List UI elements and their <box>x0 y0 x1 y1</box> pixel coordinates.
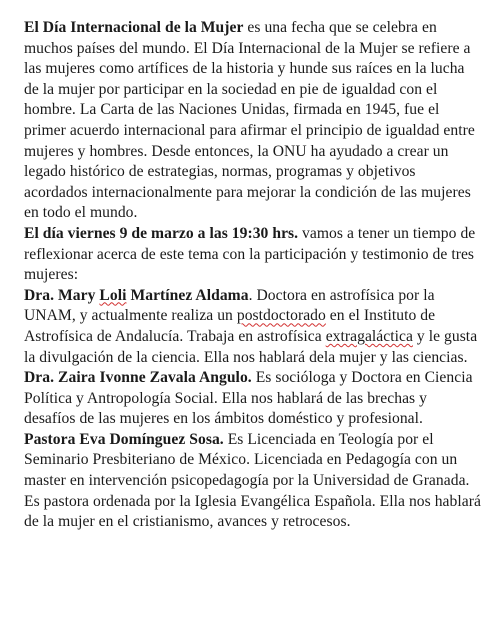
event-lead: El día viernes 9 de marzo a las 19:30 hrs. <box>24 224 299 242</box>
speaker1-lead-b: Loli <box>99 286 127 304</box>
speaker1-lead-a: Dra. Mary <box>24 286 100 304</box>
event-paragraph <box>24 224 482 286</box>
speaker1-lead <box>24 287 249 304</box>
speaker2-paragraph <box>24 368 482 430</box>
speaker3-paragraph <box>24 430 482 533</box>
speaker3-lead: Pastora Eva Domínguez Sosa. <box>24 430 224 448</box>
speaker1-text-a: . Doctora en astrofísica por la UNAM, y actualmente realiza un <box>24 286 435 325</box>
document-body <box>24 18 482 533</box>
speaker3-text: Es Licenciada en Teología por el Seminario Presbiteriano de México. Licenciada en Pedagogía con un master en intervención psicopedagogía por la Universidad de Granada. Es pastora ordenada por la Iglesia Evangélica Española. Ella nos hablará de la mujer en el cristianismo, avances y retrocesos. <box>24 430 481 531</box>
speaker1-paragraph <box>24 286 482 368</box>
speaker2-text: Es socióloga y Doctora en Ciencia Política y Antropología Social. Ella nos hablará de las brechas y desafíos de las mujeres en los ámbitos doméstico y profesional. <box>24 369 473 428</box>
intro-text: es una fecha que se celebra en muchos países del mundo. El Día Internacional de la Mujer se refiere a las mujeres como artífices de la historia y hunde sus raíces en la lucha de la mujer por participar en la sociedad en pie de igualdad con el hombre. La Carta de las Naciones Unidas, firmada en 1945, fue el primer acuerdo internacional para afirmar el principio de igualdad entre mujeres y hombres. Desde entonces, la ONU ha ayudado a crear un legado histórico de estrategias, normas, programas y objetivos acordados internacionalmente para mejorar la condición de las mujeres en todo el mundo. <box>24 19 475 222</box>
intro-paragraph <box>24 18 482 224</box>
event-text: vamos a tener un tiempo de reflexionar acerca de este tema con la participación y testimonio de tres mujeres: <box>24 224 476 284</box>
intro-lead: El Día Internacional de la Mujer <box>24 19 244 36</box>
speaker1-text-c: en el Instituto de Astrofísica de Andalucía. Trabaja en astrofísica <box>24 307 436 345</box>
speaker1-lead-c: Martínez Aldama <box>126 286 249 304</box>
speaker2-lead: Dra. Zaira Ivonne Zavala Angulo. <box>24 369 252 387</box>
speaker1-text-b: postdoctorado <box>236 307 326 325</box>
speaker1-text-d: extragaláctica <box>325 327 413 345</box>
speaker1-text-e: y le gusta la divulgación de la ciencia. Ella nos hablará dela mujer y las ciencias. <box>24 327 478 366</box>
